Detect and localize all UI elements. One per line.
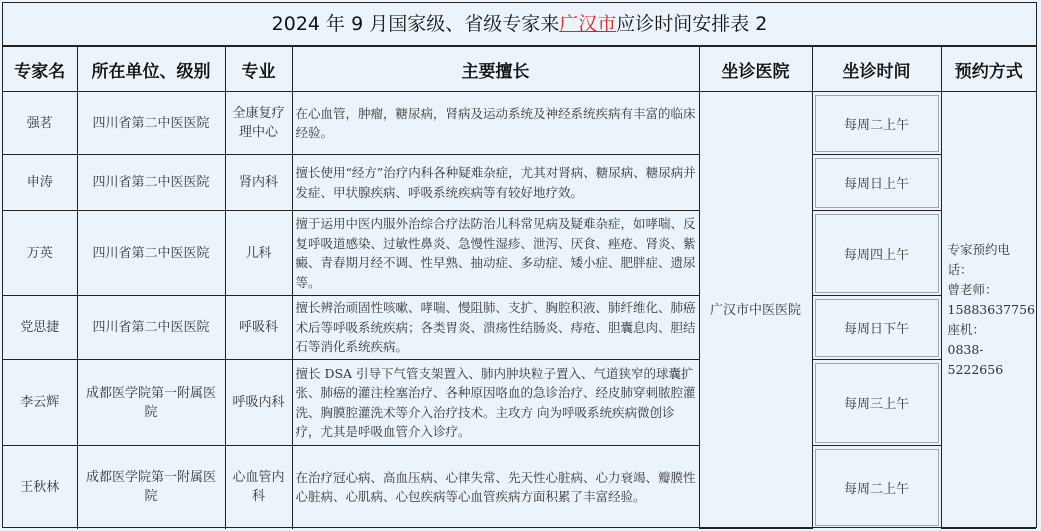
page-title (3, 3, 1036, 46)
expert-specialty: 心血管内科 (225, 446, 292, 529)
contact-landline: 0838-5222656 (947, 342, 1004, 377)
expert-name: 申涛 (3, 155, 77, 211)
table-row (3, 211, 1036, 296)
expert-unit: 四川省第二中医医院 (77, 211, 225, 296)
contact-line: 曾老师： (947, 282, 998, 297)
contact-line: 专家预约电话： (947, 242, 1011, 277)
header-name: 专家名 (3, 47, 77, 92)
title-city-highlight: 广汉市 (559, 13, 617, 35)
clinic-time-cell (812, 360, 941, 446)
booking-contact (941, 92, 1036, 529)
expert-name: 强茗 (3, 92, 77, 155)
expert-specialty: 肾内科 (225, 155, 292, 211)
expert-skills: 擅长使用“经方”治疗内科各种疑难杂症，尤其对肾病、糖尿病、糖尿病并发症、甲状腺疾病、呼吸系统疾病等有较好地疗效。 (292, 155, 699, 211)
title-prefix: 2024 年 9 月国家级、省级专家来 (271, 13, 560, 35)
table-row (3, 296, 1036, 360)
expert-unit: 成都医学院第一附属医院 (77, 360, 225, 446)
clinic-hospital: 广汉市中医医院 (699, 92, 812, 529)
schedule-table (3, 46, 1036, 529)
schedule-sheet (2, 2, 1037, 528)
header-booking: 预约方式 (941, 47, 1036, 92)
expert-unit: 四川省第二中医医院 (77, 92, 225, 155)
expert-specialty: 呼吸内科 (225, 360, 292, 446)
table-row (3, 92, 1036, 155)
expert-unit: 四川省第二中医医院 (77, 296, 225, 360)
clinic-time-cell (812, 296, 941, 360)
clinic-time: 每周二上午 (815, 449, 939, 526)
clinic-time-cell (812, 155, 941, 211)
table-row (3, 155, 1036, 211)
contact-line: 座机： (947, 322, 986, 337)
clinic-time-cell (812, 92, 941, 155)
clinic-time-cell (812, 446, 941, 529)
header-row (3, 47, 1036, 92)
expert-name: 李云辉 (3, 360, 77, 446)
table-row (3, 360, 1036, 446)
header-time: 坐诊时间 (812, 47, 941, 92)
title-suffix: 应诊时间安排表 2 (616, 13, 768, 35)
clinic-time: 每周二上午 (815, 95, 939, 152)
clinic-time: 每周日上午 (815, 158, 939, 208)
expert-unit: 四川省第二中医医院 (77, 155, 225, 211)
expert-name: 党思捷 (3, 296, 77, 360)
clinic-time: 每周三上午 (815, 363, 939, 443)
expert-name: 万英 (3, 211, 77, 296)
clinic-time-cell (812, 211, 941, 296)
header-unit: 所在单位、级别 (77, 47, 225, 92)
expert-specialty: 呼吸科 (225, 296, 292, 360)
table-row (3, 446, 1036, 529)
expert-name: 王秋林 (3, 446, 77, 529)
header-specialty: 专业 (225, 47, 292, 92)
expert-specialty: 儿科 (225, 211, 292, 296)
expert-skills: 擅长辨治顽固性咳嗽、哮喘、慢阻肺、支扩、胸腔积液、肺纤维化、肺癌术后等呼吸系统疾病；各类胃炎、溃疡性结肠炎、痔疮、胆囊息肉、胆结石等消化系统疾病。 (292, 296, 699, 360)
contact-mobile: 15883637756 (947, 302, 1035, 317)
clinic-time: 每周日下午 (815, 299, 939, 357)
header-hospital: 坐诊医院 (699, 47, 812, 92)
expert-specialty: 全康复疗理中心 (225, 92, 292, 155)
expert-skills: 在治疗冠心病、高血压病、心律失常、先天性心脏病、心力衰竭、瓣膜性心脏病、心肌病、心包疾病等心血管疾病方面积累了丰富经验。 (292, 446, 699, 529)
expert-unit: 成都医学院第一附属医院 (77, 446, 225, 529)
expert-skills: 擅于运用中医内服外治综合疗法防治儿科常见病及疑难杂症，如哮喘、反复呼吸道感染、过敏性鼻炎、急慢性湿疹、泄泻、厌食、痤疮、肾炎、紫癜、青春期月经不调、性早熟、抽动症、多动症、矮小症、肥胖症、遗尿等。 (292, 211, 699, 296)
expert-skills: 在心血管，肿瘤，糖尿病，肾病及运动系统及神经系统疾病有丰富的临床经验。 (292, 92, 699, 155)
clinic-time: 每周四上午 (815, 214, 939, 293)
expert-skills: 擅长 DSA 引导下气管支架置入、肺内肿块粒子置入、气道狭窄的球囊扩张、肺癌的灌注栓塞治疗、各种原因咯血的急诊治疗、经皮肺穿刺脓腔灌洗、胸膜腔灌洗术等介入治疗技术。主攻方 向为呼吸系统疾病微创诊疗，尤其是呼吸血管介入诊疗。 (292, 360, 699, 446)
header-skills: 主要擅长 (292, 47, 699, 92)
